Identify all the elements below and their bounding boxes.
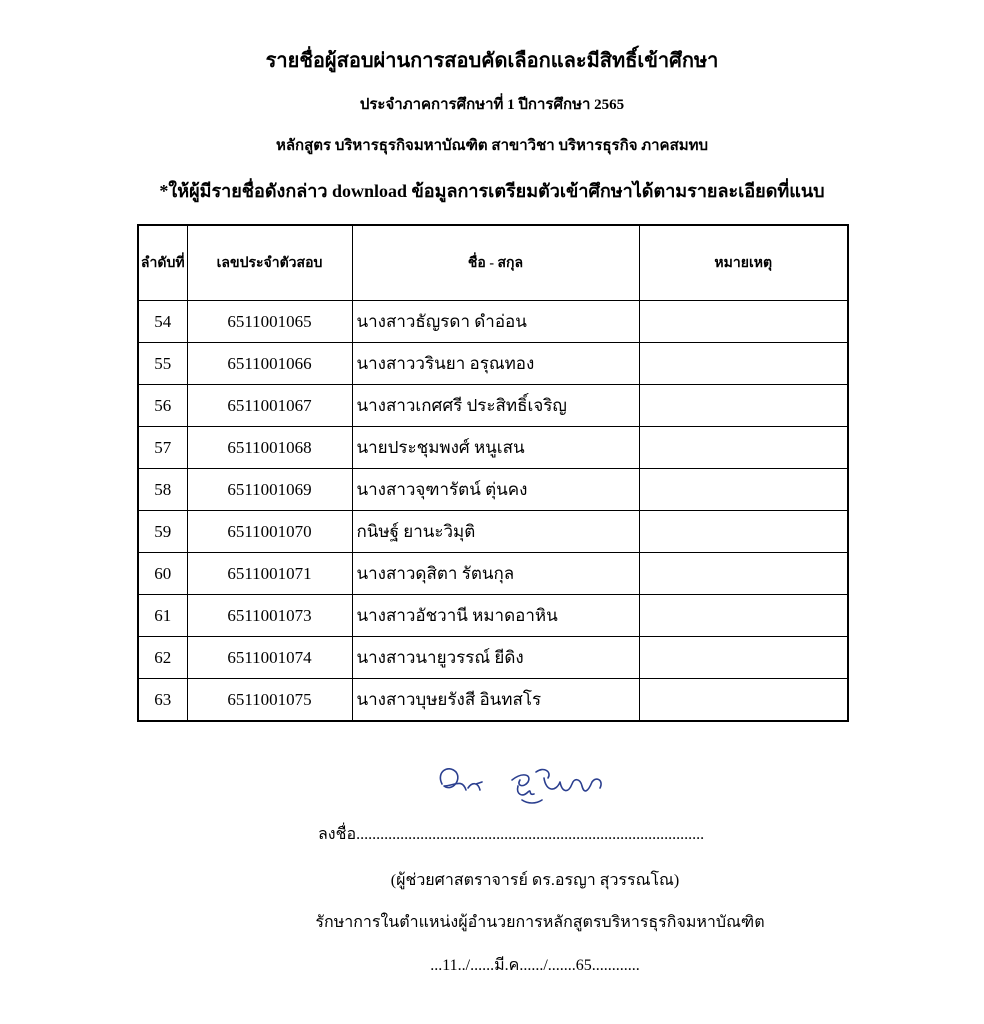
cell-no: 59: [138, 511, 187, 553]
cell-no: 60: [138, 553, 187, 595]
table-row: [138, 301, 848, 343]
cell-remark: [639, 385, 848, 427]
page-title: รายชื่อผู้สอบผ่านการสอบคัดเลือกและมีสิทธิ์เข้าศึกษา: [265, 50, 719, 72]
cell-remark: [639, 301, 848, 343]
cell-id: 6511001068: [187, 427, 352, 469]
cell-name: นางสาวจุฑารัตน์ ตุ่นคง: [352, 469, 639, 511]
cell-remark: [639, 343, 848, 385]
table-row: [138, 553, 848, 595]
cell-remark: [639, 595, 848, 637]
sign-line: ลงชื่อ.......................................................................................: [318, 826, 705, 843]
results-table: [137, 224, 849, 722]
cell-name: นางสาวเกศศรี ประสิทธิ์เจริญ: [352, 385, 639, 427]
cell-name: นางสาวธัญรดา ดำอ่อน: [352, 301, 639, 343]
semester-line: ประจำภาคการศึกษาที่ 1 ปีการศึกษา 2565: [359, 97, 625, 113]
cell-name: นางสาวอัชวานี หมาดอาหิน: [352, 595, 639, 637]
signer-name: (ผู้ช่วยศาสตราจารย์ ดร.อรญา สุวรรณโณ): [390, 872, 680, 889]
sign-date: ...11../......มี.ค....../.......65............: [430, 957, 640, 974]
table-header-row: [138, 225, 848, 301]
handwritten-signature: [432, 752, 622, 812]
signature-icon: [432, 752, 622, 812]
cell-name: นายประชุมพงศ์ หนูเสน: [352, 427, 639, 469]
cell-no: 63: [138, 679, 187, 722]
cell-no: 56: [138, 385, 187, 427]
cell-remark: [639, 427, 848, 469]
cell-no: 62: [138, 637, 187, 679]
signer-position: รักษาการในตำแหน่งผู้อำนวยการหลักสูตรบริหารธุรกิจมหาบัณฑิต: [315, 914, 765, 931]
table-row: [138, 469, 848, 511]
col-header-name: ชื่อ - สกุล: [352, 225, 639, 301]
table-row: [138, 637, 848, 679]
table-row: [138, 595, 848, 637]
cell-id: 6511001071: [187, 553, 352, 595]
cell-name: นางสาวบุษยรังสี อินทสโร: [352, 679, 639, 722]
program-line: หลักสูตร บริหารธุรกิจมหาบัณฑิต สาขาวิชา บริหารธุรกิจ ภาคสมทบ: [275, 138, 709, 154]
cell-no: 58: [138, 469, 187, 511]
cell-no: 54: [138, 301, 187, 343]
cell-remark: [639, 679, 848, 722]
cell-id: 6511001067: [187, 385, 352, 427]
cell-no: 61: [138, 595, 187, 637]
table-row: [138, 679, 848, 722]
cell-name: นางสาวดุสิตา รัตนกุล: [352, 553, 639, 595]
cell-id: 6511001066: [187, 343, 352, 385]
cell-id: 6511001069: [187, 469, 352, 511]
cell-id: 6511001065: [187, 301, 352, 343]
cell-no: 55: [138, 343, 187, 385]
cell-remark: [639, 553, 848, 595]
col-header-no: ลำดับที่: [138, 225, 187, 301]
cell-id: 6511001075: [187, 679, 352, 722]
cell-name: กนิษฐ์ ยานะวิมุติ: [352, 511, 639, 553]
cell-remark: [639, 511, 848, 553]
download-note: *ให้ผู้มีรายชื่อดังกล่าว download ข้อมูลการเตรียมตัวเข้าศึกษาได้ตามรายละเอียดที่แนบ: [159, 181, 825, 201]
col-header-id: เลขประจำตัวสอบ: [187, 225, 352, 301]
cell-id: 6511001074: [187, 637, 352, 679]
table-row: [138, 511, 848, 553]
cell-remark: [639, 469, 848, 511]
cell-name: นางสาวนายูวรรณ์ ยีดิง: [352, 637, 639, 679]
cell-no: 57: [138, 427, 187, 469]
cell-remark: [639, 637, 848, 679]
table-row: [138, 427, 848, 469]
table-row: [138, 385, 848, 427]
cell-id: 6511001073: [187, 595, 352, 637]
cell-name: นางสาววรินยา อรุณทอง: [352, 343, 639, 385]
cell-id: 6511001070: [187, 511, 352, 553]
col-header-remark: หมายเหตุ: [639, 225, 848, 301]
table-row: [138, 343, 848, 385]
